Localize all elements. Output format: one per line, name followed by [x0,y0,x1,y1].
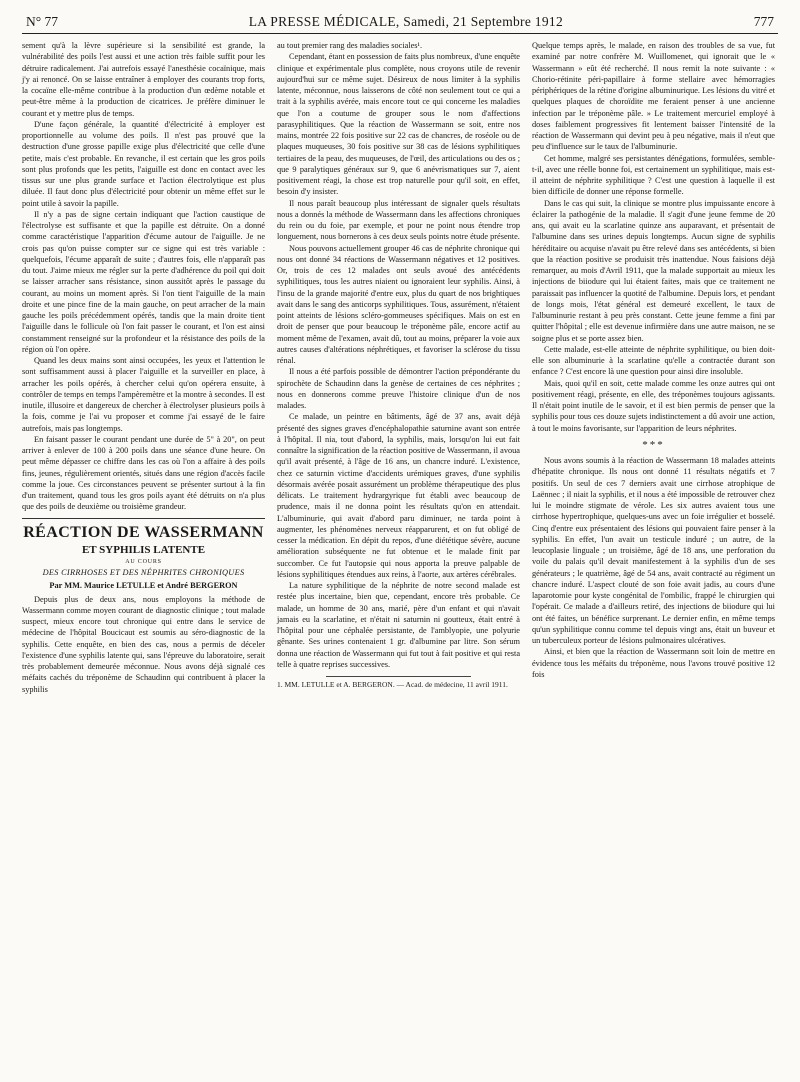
paragraph: Il nous paraît beaucoup plus intéressant de signaler quels résultats nous a donnés la méthode de Wassermann dans les affections chroniques du rein ou du foie, par exemple, et pour ne point nous étendre trop longuement, nous bornerons à ces deux seuls points notre étude présente. [277,198,520,242]
divider [22,518,265,519]
footnote: 1. MM. LETULLE et A. BERGERON. — Acad. de médecine, 11 avril 1911. [277,680,508,689]
paragraph: Nous pouvons actuellement grouper 46 cas de néphrite chronique qui nous ont donné 34 réactions de Wassermann négatives et 12 positives. Or, trois de ces 12 malades ont seuls avoué des antécédents syphilitiques, tous les autres niaient ou ignoraient leur syphilis. Ainsi, à l'insu de la grande majorité d'entre eux, plus du quart de nos brightiques avait dans le sang des anticorps syphilitiques. Tous, assurément, n'étaient point atteints de lésions scléro-gommeuses spécifiques. Mais on est en droit de penser que pour beaucoup le tréponème pâle, encore actif au moment même de l'examen, avait dû, tout au moins, préparer la voie aux autres causes d'altérations néphrétiques, et favoriser la sclérose du tissu rénal. [277,243,520,365]
paragraph: Depuis plus de deux ans, nous employons la méthode de Wassermann comme moyen courant de diagnostic clinique ; tout malade suspect, mieux encore tout chronique qui entre dans le service de médecine de l'hôpital Boucicaut est soumis au séro-diagnostic de la syphilis. Cette enquête, en bien des cas, nous a permis de déceler l'existence d'une syphilis latente qui, sans l'épreuve du laboratoire, serait très probablement demeurée méconnue. Nous avons déjà signalé ces méfaits cachés du tréponème de Schaudinn qui contribuent à placer la syphilis [22,594,265,694]
paragraph: au tout premier rang des maladies sociales¹. [277,41,423,50]
paragraph: Ainsi, et bien que la réaction de Wassermann soit loin de mettre en évidence tous les méfaits du tréponème, nous l'avons trouvé positive 12 fois [532,647,775,679]
paragraph: D'une façon générale, la quantité d'électricité à employer est proportionnelle au volume des poils. Il n'est pas prouvé que la destruction d'une grosse papille exige plus d'électricité que celle d'une petite, mais c'est probable. En revanche, il est certain que les gros poils sont plus profonds que les petits, l'aiguille est donc en contact avec les tissus sur une plus grande surface et l'action électrolytique est plus diluée. Il faut donc plus d'électricité pour obtenir un même effet sur le point utile à savoir la papille. [22,119,265,208]
running-header [22,14,778,34]
paragraph: sement qu'à la lèvre supérieure si la sensibilité est grande, la vulnérabilité des poils l'est aussi et une action très faible suffit pour les détruire radicalement. J'ai autrefois essayé l'anesthésie cocaïnique, mais j'y ai renoncé. On se laisse entraîner à employer des courants trop forts, la cocaïne elle-même contribue à la production d'un œdème notable et peut-être même à la production de cicatrices. Je préfère diminuer le courant et y mettre plus de temps. [22,41,265,118]
paragraph: Cette malade, est-elle atteinte de néphrite syphilitique, ou bien doit-elle son albuminurie à la scarlatine qu'elle a contractée durant son enfance ? C'est encore là une question pour ainsi dire insoluble. [532,344,775,377]
column-3 [532,40,775,695]
paragraph: Nous avons soumis à la réaction de Wassermann 18 malades atteints d'hépatite chronique. Ils nous ont donné 11 résultats négatifs et 7 positifs. Un seul de ces 7 derniers avait une cirrhose atrophique de Laënnec ; il niait la syphilis, et il nous a été impossible de retrouver chez lui le moindre stigmate de vérole. Les six autres avaient tous une cirrhose hypertrophique, quelques-uns avec un foie irrégulier et bosselé. Cinq d'entre eux présentaient des lésions qui pouvaient faire penser à la syphilis. En effet, l'un avait un testicule induré ; un autre, de la leucoplasie linguale ; un troisième, âgé de 18 ans, une perforation du voile du palais qu'il devait manifestement à la syphilis d'un de ses générateurs ; le quatrième, âgé de 54 ans, avait contracté au régiment un chancre induré. L'aspect clouté de son foie avait jadis, au cours d'une laparotomie pour kyste congénital de l'ombilic, frappé le chirurgien qui l'opérait. Ce malade a d'ailleurs retiré, des injections de biiodure qui lui ont été faites, un bénéfice surprenant. Le dernier enfin, en même temps qu'un syphilitique connu comme tel depuis vingt ans, était un buveur et un tuberculeux porteur de lésions pulmonaires ulcératives. [532,456,775,645]
paragraph: Cependant, étant en possession de faits plus nombreux, d'une enquête clinique et expérimentale plus complète, nous croyons utile de revenir aujourd'hui sur ce même sujet. Désireux de nous limiter à la syphilis latente, méconnue, nous laisserons de côté non seulement tout ce qui a trait à la syphilis avérée, mais encore tout ce qui concerne les maladies que l'on a coutume de grouper sous le nom d'affections parasyphilitiques. Que la réaction de Wassermann se soit, entre nos mains, montrée 22 fois positive sur 22 cas de chancres, de roséole ou de plaques muqueuses, 30 fois positive sur 38 cas de lésions syphilitiques tertiaires de la peau, des muqueuses, de l'œil, des articulations ou des os ; que 9 paralytiques généraux sur 9, que 6 anévrismatiques sur 7, aient positivement réagi, la chose est trop naturelle pour qu'il soit, en effet, besoin d'y insister. [277,52,520,197]
section-separator-stars: *** [642,438,665,451]
paragraph: Quelque temps après, le malade, en raison des troubles de sa vue, fut examiné par notre confrère M. Wuillomenet, qui ignorait que le « Wassermann » eût été recherché. Il nous remit la note suivante : « Chorio-rétinite péri-papillaire à forme stellaire avec hémorragies périphériques de la rétine d'origine albuminurique. Les lésions du vitré et quelques plaques de choroïdite me feraient penser à une ancienne infection par le tréponème pâle. » Le traitement mercuriel employé à doses faiblement progressives fit lentement baisser l'intensité de la réaction de Wassermann qui devint peu à peu négative, mais il n'eut que peu d'influence sur le taux de l'albuminurie. [532,41,775,152]
article-heading [22,523,265,592]
column-2 [277,40,520,695]
page-number: 777 [753,14,774,29]
article-subject: DES CIRRHOSES ET DES NÉPHRITES CHRONIQUES [42,567,245,577]
paragraph: Il nous a été parfois possible de démontrer l'action prépondérante du spirochète de Schaudinn dans la genèse de certaines de ces néphrites ; nous en donnerons comme preuve l'histoire clinique d'un de nos malades. [277,367,520,410]
paragraph: Mais, quoi qu'il en soit, cette malade comme les onze autres qui ont positivement réagi, présente, en elle, des tréponèmes toujours agissants. Il n'était point inutile de le savoir, et il est bien permis de penser que la syphilis pour tous ces douze sujets indistinctement a dû avoir une action, à tout le moins favorisante, sur l'apparition de leurs néphrites. [532,378,775,433]
footnote-divider [326,676,472,677]
article-subtitle: ET SYPHILIS LATENTE [81,543,206,556]
paragraph: Ce malade, un peintre en bâtiments, âgé de 37 ans, avait déjà présenté des signes graves d'encéphalopathie saturnine avant son entrée à l'hôpital. Il nia, tout d'abord, la syphilis, mais, lorsqu'on lui eut fait connaître la signification de la réaction positive de Wassermann, il avoua qu'il avait présenté, à l'âge de 16 ans, un chancre induré. L'existence, chez ce saturnin victime d'accidents urémiques graves, d'une syphilis désormais avérée posait assurément un problème thérapeutique des plus délicats. Le traitement hydrargyrique fut établi avec beaucoup de prudence, mais il ne donna point les résultats qu'on en attendait. L'albuminurie, qui avait d'abord paru diminuer, ne tarda point à augmenter, les phénomènes nerveux réapparurent, et on fut obligé de cesser la médication. En dépit du repos, d'une diététique sévère, aucune amélioration subséquente ne fut obtenue et le malade finit par succomber. Ce fut l'autopsie qui nous apporta la preuve palpable de lésions syphilitiques étendues aux reins, à l'aorte, aux artères cérébrales. [277,412,520,579]
paragraph: La nature syphilitique de la néphrite de notre second malade est restée plus incertaine, bien que, cependant, encore très probable. Ce malade, un homme de 30 ans, marié, père d'un enfant et qui n'avait jamais eu la scarlatine, et n'était ni saturnin ni goutteux, était entré à l'hôpital pour une céphalée persistante, de l'amblyopie, une polyurie gênante. Ses urines contenaient 1 gr. d'albumine par litre. Son sérum donna une réaction de Wassermann qui fut tout à fait positive et qui resta telle à quatre reprises successives. [277,581,520,669]
article-title: RÉACTION DE WASSERMANN [23,523,264,541]
article-au-cours: AU COURS [125,558,162,565]
paragraph: Quand les deux mains sont ainsi occupées, les yeux et l'attention le sont suffisamment aussi à placer l'aiguille et la surveiller en place, à arracher les poils opérés, à chercher celui qu'on opérera ensuite, à contrôler de temps en temps l'ampèremètre et la montre à secondes. Il est inutile, illusoire et dangereux de chercher à électrolyser plusieurs poils à la fois, comme je l'ai vu proposer et comme j'ai essayé de le faire autrefois, mais pas longtemps. [22,356,265,433]
column-1 [22,40,265,695]
paragraph: Dans le cas qui suit, la clinique se montre plus impuissante encore à éclairer la pathogénie de la maladie. Il s'agit d'une jeune femme de 20 ans, qui avait eu la scarlatine quinze ans auparavant, et présentait de l'albumine dans ses urines depuis longtemps. Aucun signe de syphilis héréditaire ou acquise n'avait pu être relevé dans ses antécédents, si bien que la réaction positive se produisit très inattendue. Nous faisions déjà remarquer, au mois d'Avril 1911, que la malade supportait au mieux les injections de biiodure qui lui étaient faites, mais que ce traitement ne paraissait pas influencer la quotité de l'albumine. Depuis lors, et pendant de longs mois, l'état général est demeuré excellent, le taux de l'albuminurie restant à peu près constant. Cette jeune femme a fini par quitter l'hôpital ; elle est devenue infirmière dans une autre maison, ne se soigne plus et se porte assez bien. [532,198,775,343]
article-authors: Par MM. Maurice LETULLE et André BERGERON [49,580,238,590]
journal-title: LA PRESSE MÉDICALE, Samedi, 21 Septembre 1912 [248,14,564,29]
issue-number: N° 77 [26,14,59,29]
paragraph: Il n'y a pas de signe certain indiquant que l'action caustique de l'électrolyse est suffisante et que la papille est détruite. On a donné comme caractéristique l'apparition d'écume autour de l'aiguille. Je ne crois pas qu'on puisse compter sur ce signe qui est très variable : quelquefois, l'écume apparaît de suite ; d'autres fois, elle n'apparaît pas du tout. J'aime mieux me régler sur la perte d'adhérence du poil qui doit se laisser arracher sans résistance, sinon aussitôt après le passage du courant, au moins un moment après. Si l'on tient l'aiguille de la main droite et une pince fine de la main gauche, on peut arracher de la main gauche les poils précédemment opérés, tandis que la main droite tient l'aiguille dans le follicule où l'on fait passer le courant, et l'on est ainsi constamment renseigné sur la profondeur et la résistance des poils de la région où l'on opère. [22,209,265,354]
paragraph: En faisant passer le courant pendant une durée de 5" à 20", on peut arriver à enlever de 100 à 200 poils dans une séance d'une heure. On peut même dépasser ce chiffre dans les cas où l'on a affaire à des poils fins, jeunes, régulièrement orientés, situés dans une région d'accès facile comme la joue. Ces circonstances peuvent se présenter surtout à la fin d'un traitement, quand tous les gros poils ayant été détruits on n'a plus que des poils de deuxième ou troisième grandeur. [22,434,265,512]
paragraph: Cet homme, malgré ses persistantes dénégations, formulées, semble-t-il, avec une réelle bonne foi, est certainement un syphilitique, mais est-il atteint de néphrite syphilitique ? C'est une question à laquelle il est bien difficile de donner une réponse formelle. [532,153,775,197]
